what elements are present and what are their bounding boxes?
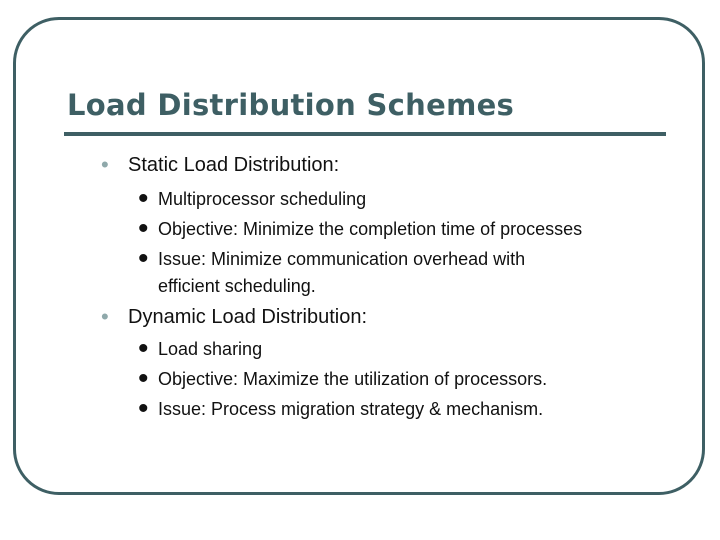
section-bullet-icon: • (101, 304, 109, 329)
list-item: Load sharing (158, 339, 263, 359)
item-bullet-icon: • (138, 332, 149, 365)
item-bullet-icon: • (138, 212, 149, 245)
item-bullet-icon: • (138, 392, 149, 425)
section-heading-dynamic: Dynamic Load Distribution: (128, 306, 367, 328)
list-item: Objective: Minimize the completion time of processes (158, 219, 583, 239)
section-heading-static: Static Load Distribution: (128, 154, 340, 176)
item-bullet-icon: • (138, 242, 149, 275)
title-underline (64, 132, 666, 136)
list-item: Issue: Minimize communication overhead with (158, 249, 526, 269)
list-item: Multiprocessor scheduling (158, 189, 367, 209)
list-item: Issue: Process migration strategy & mechanism. (158, 399, 544, 419)
slide-title: Load Distribution Schemes (67, 88, 515, 122)
item-bullet-icon: • (138, 182, 149, 215)
list-item-continuation: efficient scheduling. (158, 276, 316, 296)
section-bullet-icon: • (101, 152, 109, 177)
list-item: Objective: Maximize the utilization of processors. (158, 369, 548, 389)
item-bullet-icon: • (138, 362, 149, 395)
